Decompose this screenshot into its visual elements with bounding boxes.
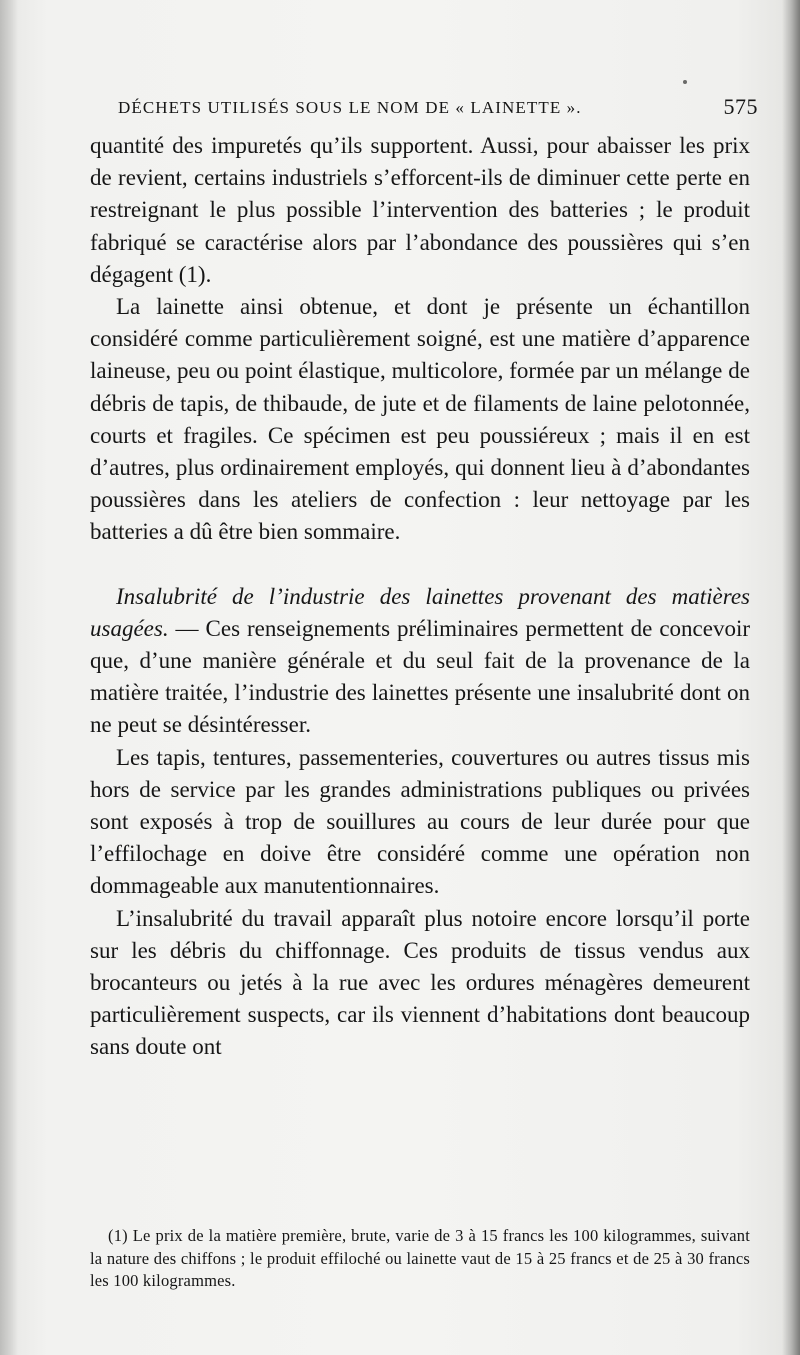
body-text [90, 130, 750, 1064]
section-heading: Insalubrité de l’industrie des lainettes provenant des matières usagées. [90, 583, 750, 641]
page-edge-shadow-right [782, 0, 800, 1355]
paragraph-2: La lainette ainsi obtenue, et dont je présente un échantillon considéré comme particulièrement soigné, est une matière d’apparence laineuse, peu ou point élastique, multicolore, formée par un mélange de débris de tapis, de thibaude, de jute et de filaments de laine pelotonnée, courts et fragiles. Ce spécimen est peu poussiéreux ; mais il en est d’autres, plus ordinairement employés, qui donnent lieu à d’abondantes poussières dans les ateliers de confection : leur nettoyage par les batteries a dû être bien sommaire. [90, 294, 750, 545]
running-head [118, 96, 770, 126]
footnote-text: (1) Le prix de la matière première, brute, varie de 3 à 15 francs les 100 kilogrammes, suivant la nature des chiffons ; le produit effiloché ou lainette vaut de 15 à 25 francs et de 25 à 30 francs les 100 kilogrammes. [90, 1226, 750, 1290]
section-paragraph-text: — Ces renseignements préliminaires permettent de concevoir que, d’une manière générale et du seul fait de la provenance de la matière traitée, l’industrie des lainettes présente une insalubrité dont on ne peut se désintéresser. [90, 615, 750, 738]
footnote [90, 1225, 750, 1293]
page-edge-shadow-left [0, 0, 18, 1355]
paragraph-1: quantité des impuretés qu’ils supportent. Aussi, pour abaisser les prix de revient, certains industriels s’efforcent-ils de diminuer cette perte en restreignant le plus possible l’intervention des batteries ; le produit fabriqué se caractérise alors par l’abondance des poussières qui s’en dégagent (1). [90, 133, 750, 287]
running-head-title: DÉCHETS UTILISÉS SOUS LE NOM DE « LAINETTE ». [118, 98, 582, 117]
paragraph-5: L’insalubrité du travail apparaît plus notoire encore lorsqu’il porte sur les débris du chiffonnage. Ces produits de tissus vendus aux brocanteurs ou jetés à la rue avec les ordures ménagères demeurent particulièrement suspects, car ils viennent d’habitations dont beaucoup sans doute ont [90, 905, 750, 1060]
paragraph-4: Les tapis, tentures, passementeries, couvertures ou autres tissus mis hors de service par les grandes administrations publiques ou privées sont exposés à trop de souillures au cours de leur durée pour que l’effilochage en doive être considéré comme une opération non dommageable aux manutentionnaires. [90, 744, 750, 899]
section-paragraph [90, 581, 750, 742]
page-number: 575 [723, 94, 758, 119]
ink-speck [683, 80, 687, 84]
